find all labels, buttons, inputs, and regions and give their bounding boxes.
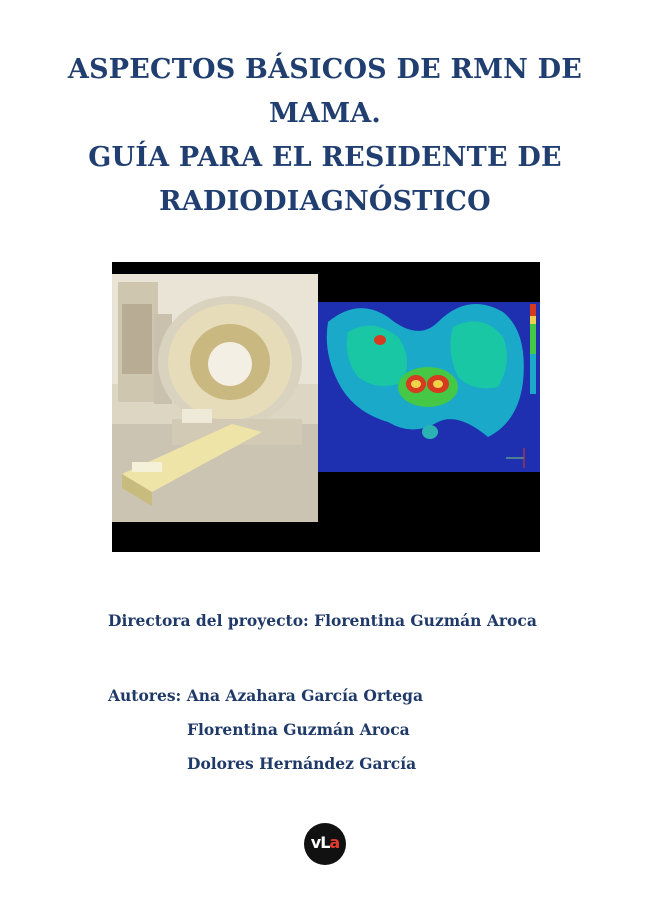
author-line-2: Florentina Guzmán Aroca xyxy=(187,720,410,739)
authors-label: Autores: xyxy=(108,686,182,705)
cover-figure xyxy=(112,262,540,552)
book-title xyxy=(0,48,650,224)
title-line-3: GUÍA PARA EL RESIDENTE DE xyxy=(88,142,562,173)
publisher-logo xyxy=(304,823,346,865)
title-line-2: MAMA. xyxy=(268,98,382,129)
author-name: Ana Azahara García Ortega xyxy=(186,686,423,705)
title-line-1: ASPECTOS BÁSICOS DE RMN DE xyxy=(67,54,583,85)
logo-letter-v: v xyxy=(310,833,321,852)
author-line-3: Dolores Hernández García xyxy=(187,754,417,773)
publisher-logo-text xyxy=(304,833,346,852)
mri-scanner-photo xyxy=(112,274,318,522)
author-line-1 xyxy=(108,679,423,713)
title-line-4: RADIODIAGNÓSTICO xyxy=(159,186,491,217)
logo-letter-a: a xyxy=(329,833,340,852)
authors-block xyxy=(108,679,423,781)
logo-letter-l: L xyxy=(320,833,330,852)
project-director: Directora del proyecto: Florentina Guzmán Aroca xyxy=(108,611,537,630)
breast-mri-color-map xyxy=(318,262,540,552)
